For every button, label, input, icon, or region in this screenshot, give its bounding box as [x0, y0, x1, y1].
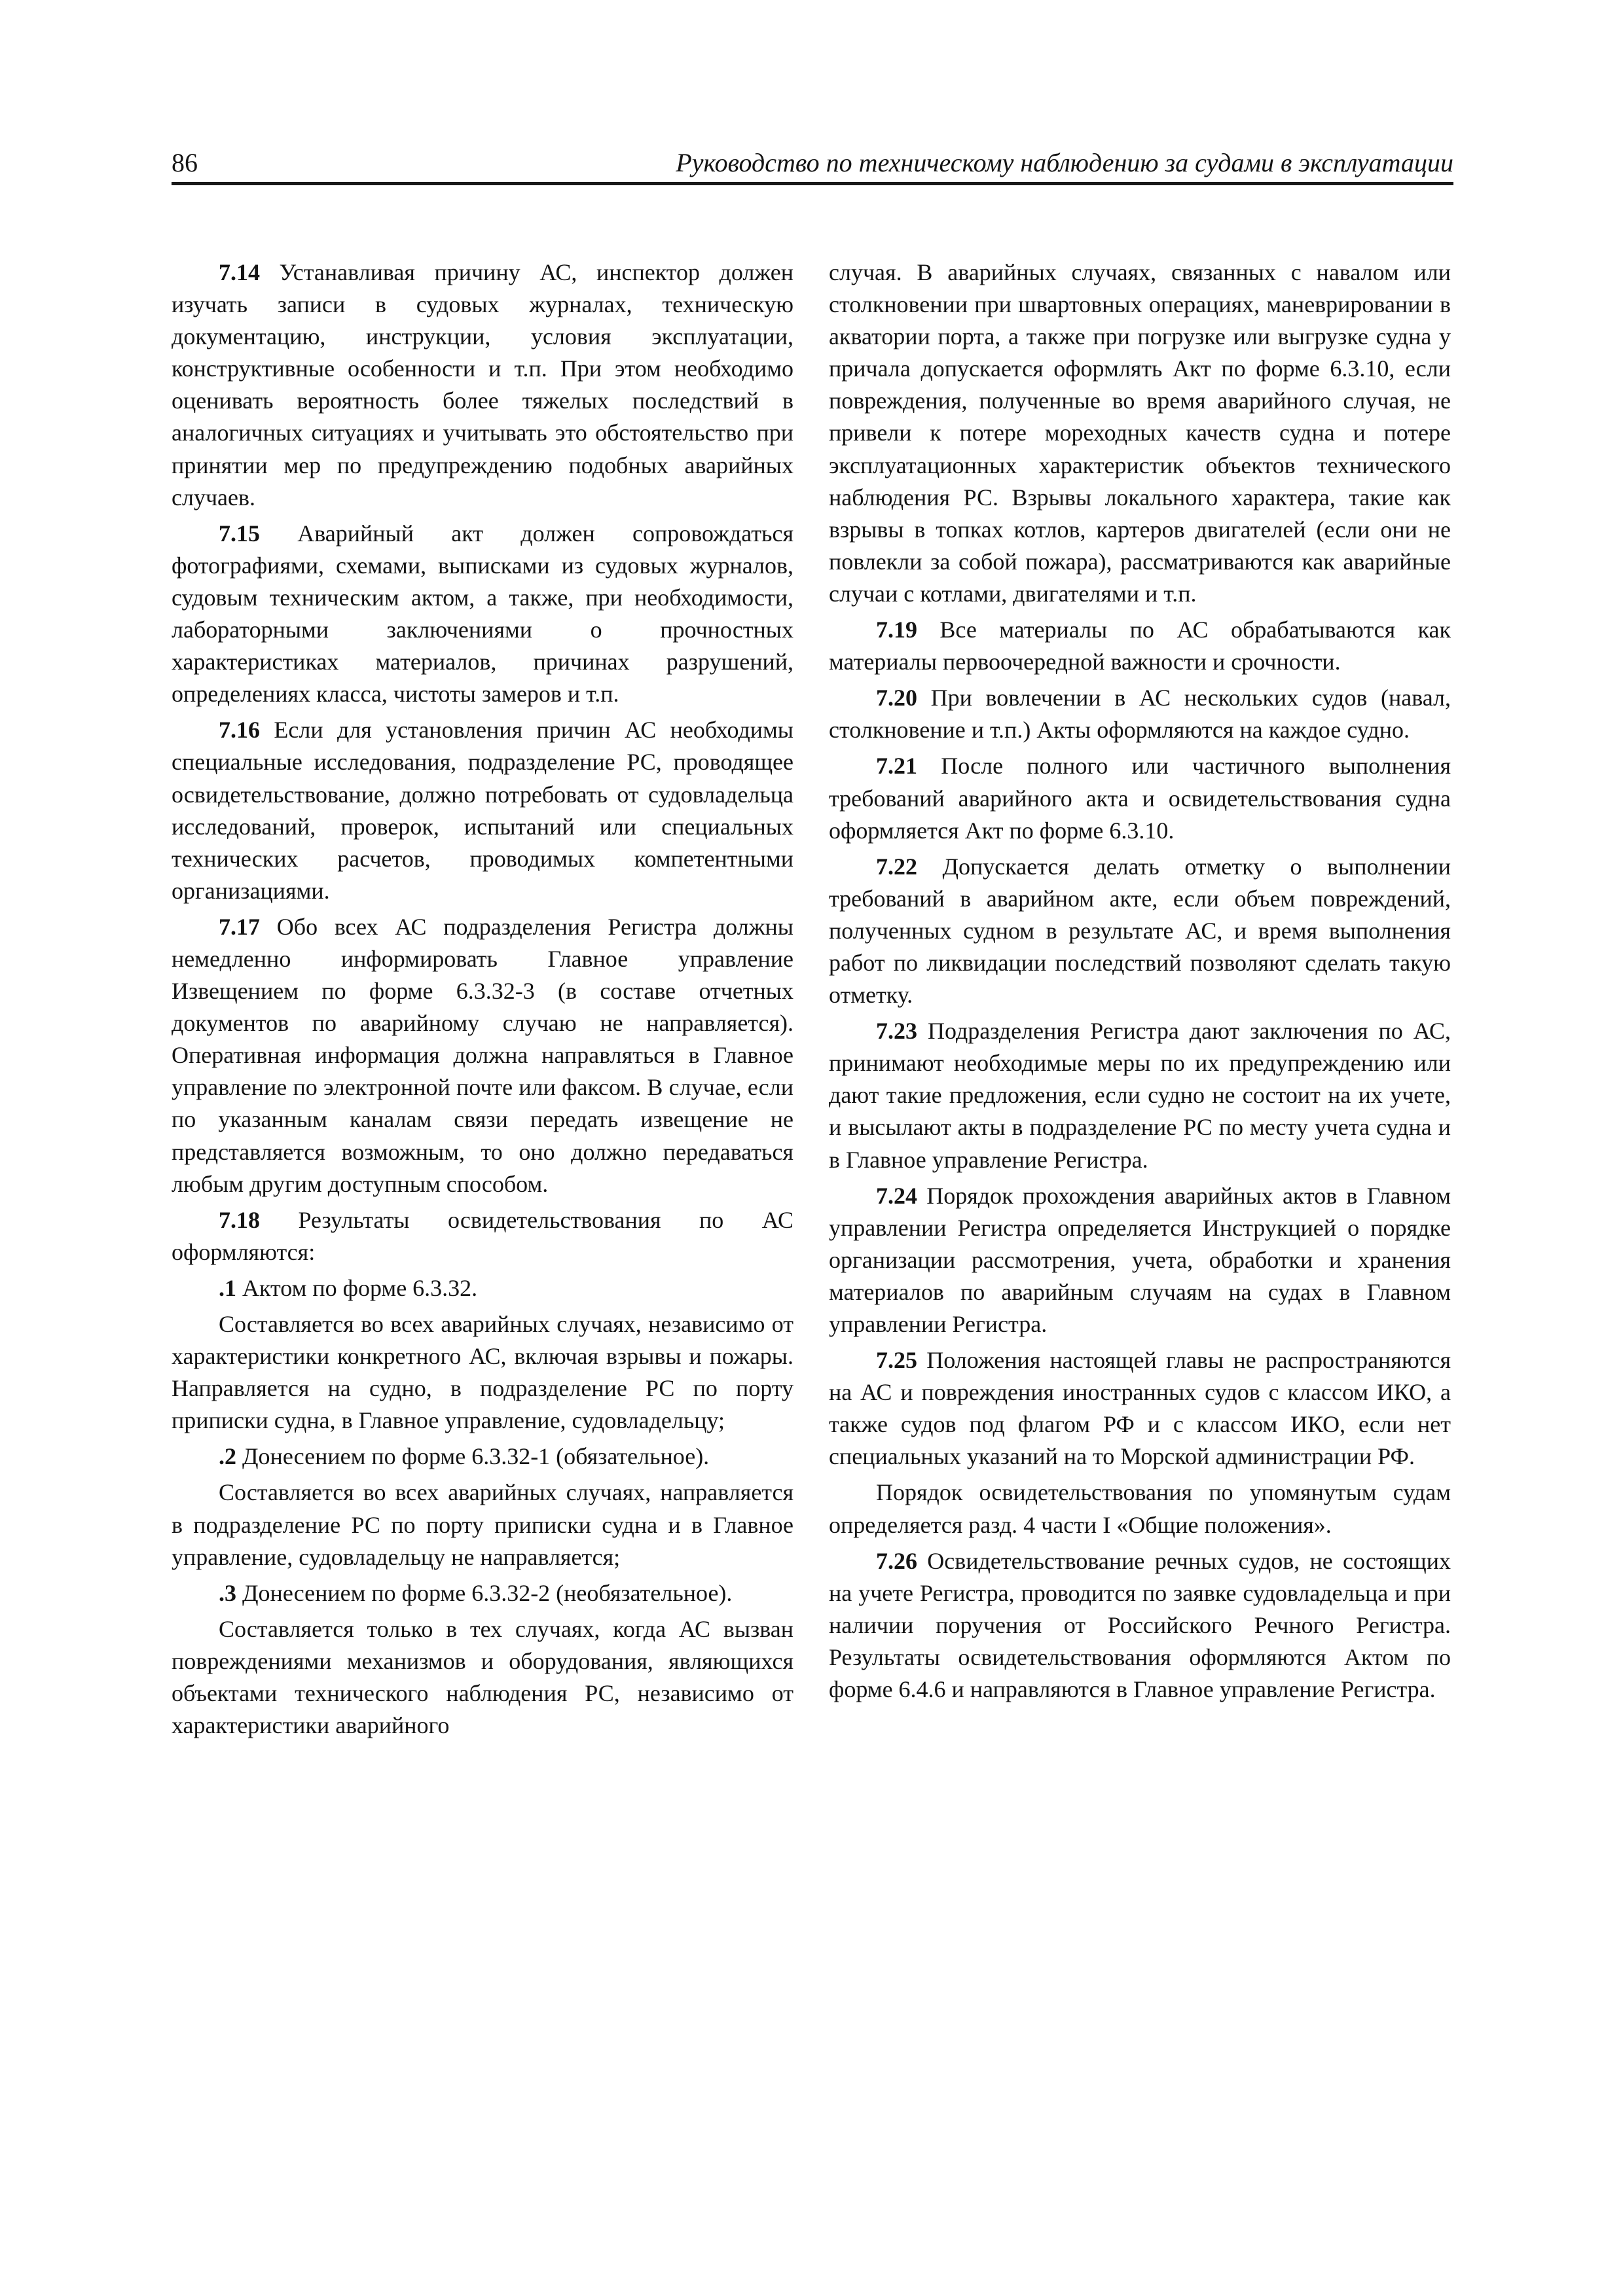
paragraph-text: После полного или частичного выполнения требований аварийного акта и освидетельствования судна оформляется Акт по форме 6.3.10.: [829, 753, 1451, 844]
paragraph-7-24: [829, 1180, 1451, 1340]
paragraph-text: Составляется только в тех случаях, когда АС вызван повреждениями механизмов и оборудования, являющихся объектами технического наблюдения РС, независимо от характеристики аварийного: [172, 1615, 793, 1739]
paragraph-continuation: [829, 257, 1451, 610]
paragraph-text: Аварийный акт должен сопровождаться фотографиями, схемами, выписками из судовых журналов, судовым техническим актом, а также, при необходимости, лабораторными заключениями о прочностных характеристиках материалов, причинах разрушений, определениях класса, чистоты замеров и т.п.: [172, 520, 793, 708]
item-number: .2: [219, 1443, 236, 1470]
paragraph-text: Обо всех АС подразделения Регистра должны немедленно информировать Главное управление Извещением по форме 6.3.32-3 (в составе отчетных документов по аварийному случаю не направляется). Оперативная информация должна направляться в Главное управление по электронной почте или факсом. В случае, если по указанным каналам связи передать извещение не представляется возможным, то оно должно передаваться любым другим доступным способом.: [172, 913, 793, 1197]
paragraph-7-16: [172, 714, 793, 907]
section-number: 7.25: [876, 1347, 917, 1374]
section-number: 7.23: [876, 1018, 917, 1045]
list-item-3-description: [172, 1613, 793, 1742]
section-number: 7.20: [876, 685, 917, 711]
paragraph-7-14: [172, 257, 793, 514]
section-number: 7.14: [219, 259, 260, 285]
paragraph-text: Донесением по форме 6.3.32-2 (необязательное).: [236, 1579, 733, 1606]
list-item-3: [172, 1577, 793, 1609]
section-number: 7.21: [876, 753, 917, 780]
paragraph-text: Подразделения Регистра дают заключения по АС, принимают необходимые меры по их предупреждению или дают такие предложения, если судно не состоит на их учете, и высылают акты в подразделение РС по месту учета судна и в Главное управление Регистра.: [829, 1018, 1451, 1173]
right-column: [829, 257, 1451, 1710]
paragraph-text: Составляется во всех аварийных случаях, независимо от характеристики конкретного АС, включая взрывы и пожары. Направляется на судно, в подразделение РС по порту приписки судна, в Главное управление, судовладельцу;: [172, 1311, 793, 1434]
list-item-1: [172, 1272, 793, 1304]
paragraph-7-23: [829, 1015, 1451, 1175]
list-item-2-description: [172, 1477, 793, 1573]
section-number: 7.18: [219, 1206, 260, 1233]
running-title: Руководство по техническому наблюдению за судами в эксплуатации: [676, 148, 1453, 177]
paragraph-text: случая. В аварийных случаях, связанных с навалом или столкновении при швартовных операциях, маневрировании в акватории порта, а также при погрузке или выгрузке судна у причала допускается оформлять Акт по форме 6.3.10, если повреждения, полученные во время аварийного случая, не привели к потере мореходных качеств судна и потере эксплуатационных характеристик объектов технического наблюдения РС. Взрывы локального характера, такие как взрывы в топках котлов, картеров двигателей (если они не повлекли за собой пожара), рассматриваются как аварийные случаи с котлами, двигателями и т.п.: [829, 259, 1451, 607]
paragraph-text: При вовлечении в АС нескольких судов (навал, столкновение и т.п.) Акты оформляются на каждое судно.: [829, 685, 1451, 744]
paragraph-7-20: [829, 682, 1451, 746]
paragraph-7-17: [172, 911, 793, 1200]
paragraph-text: Допускается делать отметку о выполнении требований в аварийном акте, если объем повреждений, полученных судном в результате АС, и время выполнения работ по ликвидации последствий позволяют сделать такую отметку.: [829, 853, 1451, 1009]
item-number: .1: [219, 1274, 236, 1301]
item-number: .3: [219, 1579, 236, 1606]
page-number: 86: [172, 148, 198, 177]
paragraph-7-18: [172, 1204, 793, 1268]
paragraph-text: Освидетельствование речных судов, не состоящих на учете Регистра, проводится по заявке судовладельца и при наличии поручения от Российского Речного Регистра. Результаты освидетельствования оформляются Актом по форме 6.4.6 и направляются в Главное управление Регистра.: [829, 1547, 1451, 1703]
list-item-1-description: [172, 1308, 793, 1437]
paragraph-survey-procedure: [829, 1477, 1451, 1541]
paragraph-text: Результаты освидетельствования по АС оформляются:: [172, 1206, 793, 1265]
paragraph-text: Устанавливая причину АС, инспектор должен изучать записи в судовых журналах, техническую документацию, инструкции, условия эксплуатации, конструктивные особенности и т.п. При этом необходимо оценивать вероятность более тяжелых последствий в аналогичных ситуациях и учитывать это обстоятельство при принятии мер по предупреждению подобных аварийных случаев.: [172, 259, 793, 511]
section-number: 7.26: [876, 1547, 917, 1574]
list-item-2: [172, 1441, 793, 1473]
section-number: 7.22: [876, 853, 917, 880]
paragraph-text: Актом по форме 6.3.32.: [236, 1274, 478, 1301]
section-number: 7.19: [876, 617, 917, 643]
paragraph-text: Донесением по форме 6.3.32-1 (обязательное).: [236, 1443, 710, 1470]
page-header: [172, 143, 1453, 185]
section-number: 7.16: [219, 717, 260, 744]
section-number: 7.24: [876, 1182, 917, 1209]
paragraph-7-21: [829, 750, 1451, 846]
paragraph-7-26: [829, 1545, 1451, 1706]
paragraph-7-15: [172, 518, 793, 711]
paragraph-text: Порядок прохождения аварийных актов в Главном управлении Регистра определяется Инструкцией о порядке организации рассмотрения, учета, обработки и хранения материалов по аварийным случаям на судах в Главном управлении Регистра.: [829, 1182, 1451, 1337]
paragraph-7-19: [829, 614, 1451, 678]
paragraph-text: Все материалы по АС обрабатываются как материалы первоочередной важности и срочности.: [829, 617, 1451, 675]
paragraph-7-25: [829, 1344, 1451, 1473]
paragraph-text: Положения настоящей главы не распространяются на АС и повреждения иностранных судов с классом ИКО, а также судов под флагом РФ и с классом ИКО, если нет специальных указаний на то Морской администрации РФ.: [829, 1347, 1451, 1470]
paragraph-text: Если для установления причин АС необходимы специальные исследования, подразделение РС, проводящее освидетельствование, должно потребовать от судовладельца исследований, проверок, испытаний или специальных технических расчетов, проводимых компетентными организациями.: [172, 717, 793, 904]
section-number: 7.17: [219, 913, 260, 940]
left-column: [172, 257, 793, 1746]
paragraph-7-22: [829, 851, 1451, 1011]
paragraph-text: Составляется во всех аварийных случаях, направляется в подразделение РС по порту приписки судна и в Главное управление, судовладельцу не направляется;: [172, 1479, 793, 1570]
paragraph-text: Порядок освидетельствования по упомянутым судам определяется разд. 4 части I «Общие положения».: [829, 1479, 1451, 1538]
section-number: 7.15: [219, 520, 260, 547]
